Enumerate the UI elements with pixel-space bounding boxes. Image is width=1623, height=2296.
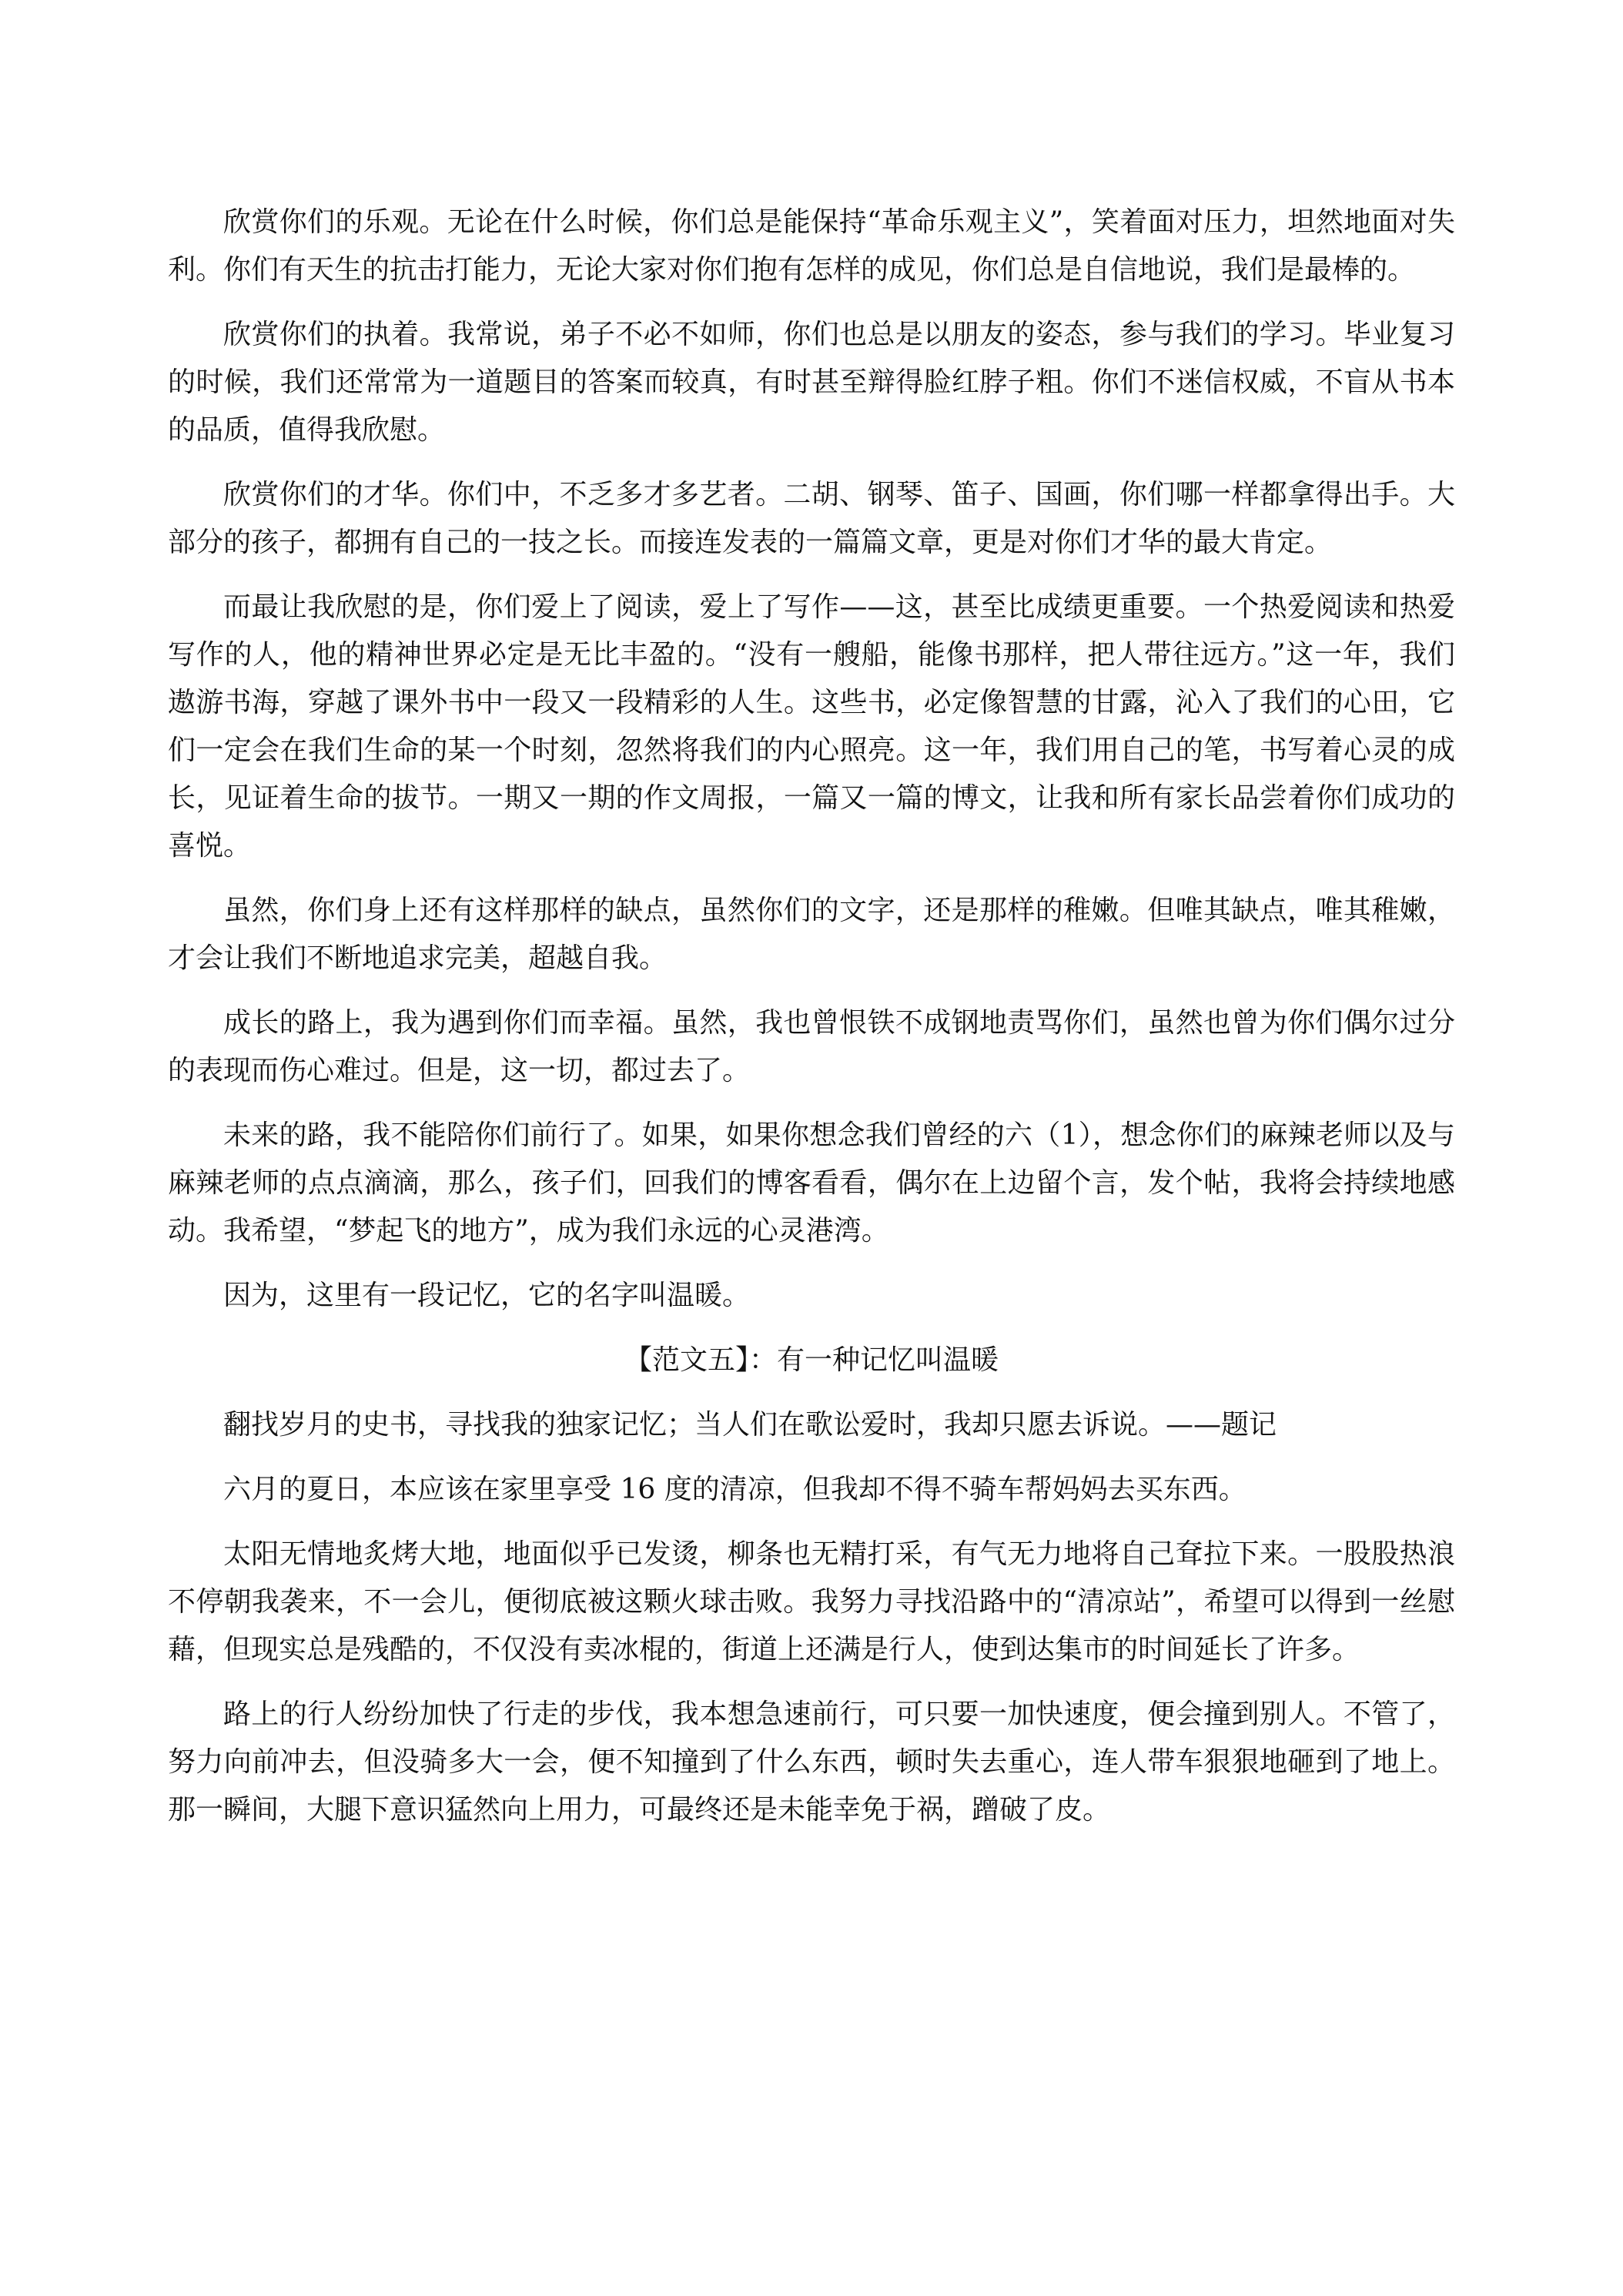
paragraph: 欣赏你们的才华。你们中，不乏多才多艺者。二胡、钢琴、笛子、国画，你们哪一样都拿得出手。大部分的孩子，都拥有自己的一技之长。而接连发表的一篇篇文章，更是对你们才华的最大肯定。 — [168, 479, 1455, 558]
paragraph: 路上的行人纷纷加快了行走的步伐，我本想急速前行，可只要一加快速度，便会撞到别人。不管了，努力向前冲去，但没骑多大一会，便不知撞到了什么东西，顿时失去重心，连人带车狠狠地砸到了地上。那一瞬间，大腿下意识猛然向上用力，可最终还是未能幸免于祸，蹭破了皮。 — [168, 1699, 1455, 1826]
paragraph: 因为，这里有一段记忆，它的名字叫温暖。 — [223, 1280, 751, 1311]
paragraph: 虽然，你们身上还有这样那样的缺点，虽然你们的文字，还是那样的稚嫩。但唯其缺点，唯其稚嫩，才会让我们不断地追求完美，超越自我。 — [168, 895, 1455, 974]
paragraph: 六月的夏日，本应该在家里享受 16 度的清凉，但我却不得不骑车帮妈妈去买东西。 — [223, 1474, 1247, 1505]
paragraph: 成长的路上，我为遇到你们而幸福。虽然，我也曾恨铁不成钢地责骂你们，虽然也曾为你们偶尔过分的表现而伤心难过。但是，这一切，都过去了。 — [168, 1007, 1455, 1086]
paragraph: 太阳无情地炙烤大地，地面似乎已发烫，柳条也无精打采，有气无力地将自己耷拉下来。一股股热浪不停朝我袭来，不一会儿，便彻底被这颗火球击败。我努力寻找沿路中的“清凉站”，希望可以得到一丝慰藉，但现实总是残酷的，不仅没有卖冰棍的，街道上还满是行人，使到达集市的时间延长了许多。 — [168, 1538, 1455, 1665]
paragraph: 未来的路，我不能陪你们前行了。如果，如果你想念我们曾经的六（1），想念你们的麻辣老师以及与麻辣老师的点点滴滴，那么，孩子们，回我们的博客看看，偶尔在上边留个言，发个帖，我将会持续地感动。我希望，“梦起飞的地方”，成为我们永远的心灵港湾。 — [168, 1120, 1455, 1247]
paragraph: 翻找岁月的史书，寻找我的独家记忆；当人们在歌讼爱时，我却只愿去诉说。——题记 — [223, 1409, 1277, 1441]
document-body — [168, 199, 1455, 1851]
paragraph: 欣赏你们的乐观。无论在什么时候，你们总是能保持“革命乐观主义”，笑着面对压力，坦然地面对失利。你们有天生的抗击打能力，无论大家对你们抱有怎样的成见，你们总是自信地说，我们是最棒的。 — [168, 206, 1455, 286]
paragraph: 欣赏你们的执着。我常说，弟子不必不如师，你们也总是以朋友的姿态，参与我们的学习。毕业复习的时候，我们还常常为一道题目的答案而较真，有时甚至辩得脸红脖子粗。你们不迷信权威，不盲从书本的品质，值得我欣慰。 — [168, 319, 1455, 446]
section-heading: 【范文五】：有一种记忆叫温暖 — [624, 1344, 999, 1376]
paragraph: 而最让我欣慰的是，你们爱上了阅读，爱上了写作——这，甚至比成绩更重要。一个热爱阅读和热爱写作的人，他的精神世界必定是无比丰盈的。“没有一艘船，能像书那样，把人带往远方。”这一年，我们遨游书海，穿越了课外书中一段又一段精彩的人生。这些书，必定像智慧的甘露，沁入了我们的心田，它们一定会在我们生命的某一个时刻，忽然将我们的内心照亮。这一年，我们用自己的笔，书写着心灵的成长，见证着生命的拔节。一期又一期的作文周报，一篇又一篇的博文，让我和所有家长品尝着你们成功的喜悦。 — [168, 591, 1455, 862]
